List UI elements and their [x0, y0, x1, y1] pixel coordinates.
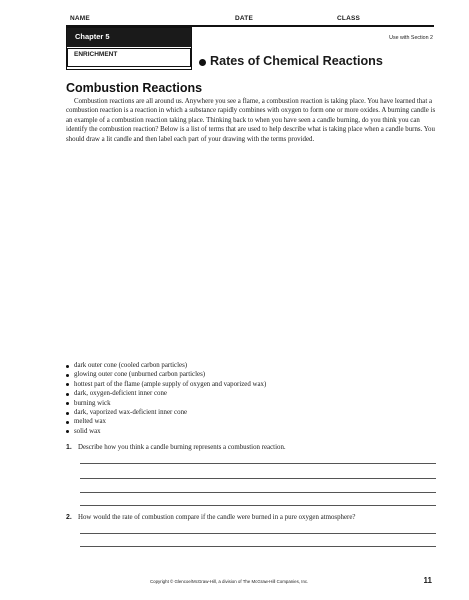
title-bullet-icon: [199, 59, 206, 66]
chapter-box: [66, 27, 192, 70]
question-text: Describe how you think a candle burning represents a combustion reaction.: [78, 444, 286, 451]
terms-list: [66, 361, 266, 436]
answer-line[interactable]: [80, 492, 436, 493]
question-2: [66, 513, 355, 522]
chapter-label: Chapter 5: [67, 28, 191, 47]
list-item: dark, oxygen-deficient inner cone: [66, 389, 266, 398]
question-number: 1.: [66, 444, 72, 451]
list-item: glowing outer cone (unburned carbon particles): [66, 370, 266, 379]
date-label: DATE: [235, 15, 254, 22]
class-label: CLASS: [337, 15, 361, 22]
list-item: dark, vaporized wax-deficient inner cone: [66, 408, 266, 417]
bullet-icon: [66, 412, 69, 415]
answer-line[interactable]: [80, 463, 436, 464]
list-item: dark outer cone (cooled carbon particles): [66, 361, 266, 370]
answer-line[interactable]: [80, 546, 436, 547]
name-label: NAME: [70, 15, 90, 22]
copyright-text: Copyright © Glencoe/McGraw-Hill, a division of The McGraw-Hill Companies, Inc.: [150, 579, 309, 584]
intro-paragraph: Combustion reactions are all around us. Anywhere you see a flame, a combustion reaction is taking place. You have learned that a combustion reaction is a reaction in which a substance rapidly combines with oxygen to form one or more oxides. A burning candle is an example of a combustion reaction taking place. Thinking back to when you have seen a candle burning, do you think you can identify the combustion reaction? Below is a list of terms that are used to help describe what is taking place when a candle burns. You should draw a lit candle and then label each part of your drawing with the terms provided.: [66, 98, 436, 143]
enrichment-tag: ENRICHMENT: [67, 48, 191, 67]
bullet-icon: [66, 402, 69, 405]
bullet-icon: [66, 383, 69, 386]
bullet-icon: [66, 374, 69, 377]
page-title: Rates of Chemical Reactions: [210, 54, 383, 68]
bullet-icon: [66, 365, 69, 368]
question-1: [66, 443, 286, 452]
answer-line[interactable]: [80, 533, 436, 534]
bullet-icon: [66, 421, 69, 424]
list-item: solid wax: [66, 427, 266, 436]
bullet-icon: [66, 393, 69, 396]
section-title: Combustion Reactions: [66, 81, 203, 95]
list-item: burning wick: [66, 399, 266, 408]
list-item: hottest part of the flame (ample supply of oxygen and vaporized wax): [66, 380, 266, 389]
answer-line[interactable]: [80, 505, 436, 506]
answer-line[interactable]: [80, 478, 436, 479]
use-with-note: Use with Section 2: [389, 35, 433, 41]
page-number: 11: [423, 576, 432, 585]
question-number: 2.: [66, 514, 72, 521]
bullet-icon: [66, 430, 69, 433]
list-item: melted wax: [66, 417, 266, 426]
question-text: How would the rate of combustion compare if the candle were burned in a pure oxygen atmosphere?: [78, 514, 356, 521]
